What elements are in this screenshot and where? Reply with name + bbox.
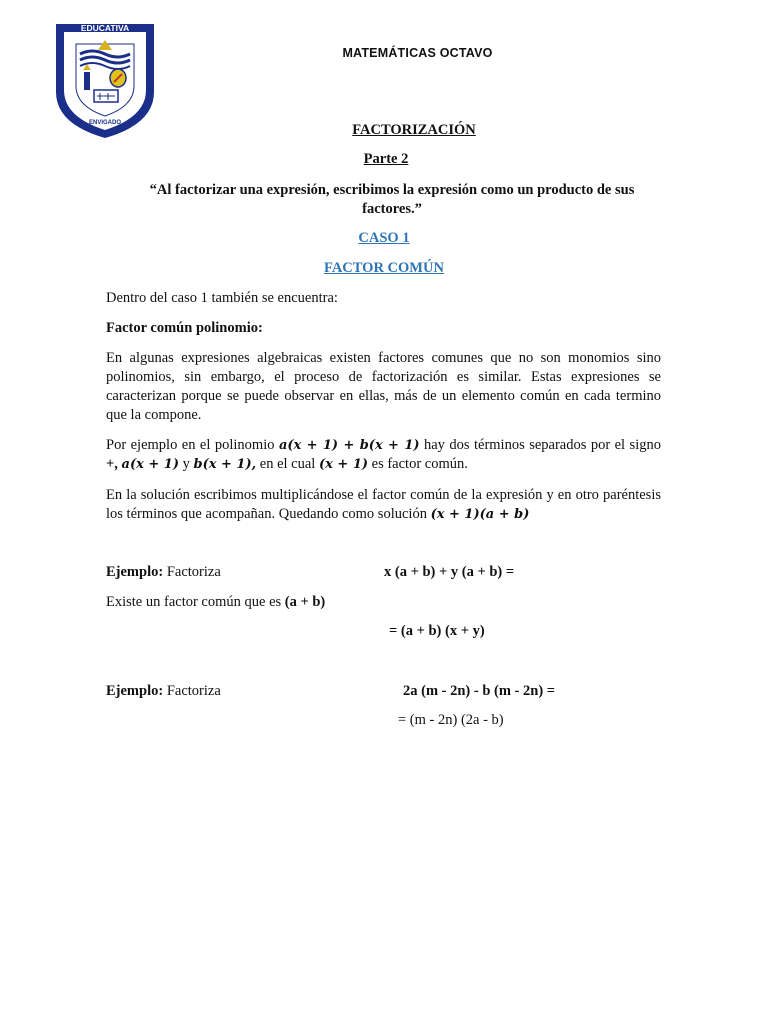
example-1-note (106, 594, 325, 611)
p2-expression-4: (x + 1) (318, 457, 369, 472)
example-1-note-factor: (a + b) (284, 594, 326, 610)
example-1-label (106, 564, 221, 581)
example-1-expression: x (a + b) + y (a + b) = (384, 564, 515, 580)
example-2-verb: Factoriza (163, 683, 221, 699)
logo-right-text: LA PAZ (145, 48, 152, 73)
p2-text-2: hay dos términos separados por el signo (419, 437, 661, 453)
example-1-note-text: Existe un factor común que es (106, 594, 285, 610)
header-subject: MATEMÁTICAS OCTAVO (342, 46, 493, 60)
intro-text: Dentro del caso 1 también se encuentra: (106, 290, 338, 306)
p2-text-3: y (178, 456, 194, 472)
paragraph-1: En algunas expresiones algebraicas existen factores comunes que no son monomios sino polinomios, sin embargo, el proceso de factorización es similar. Estas expresiones se caracterizan porque se puede observar en ellas, más de un elemento común en cada termino que la compone. (106, 350, 661, 423)
case-name: FACTOR COMÚN (324, 260, 444, 276)
case-label: CASO 1 (358, 230, 410, 246)
definition-quote: “Al factorizar una expresión, escribimos la expresión como un producto de sus factores.” (149, 182, 635, 217)
example-2-heading: Ejemplo: (106, 683, 164, 699)
p3-text-1: En la solución escribimos multiplicándose el factor común de la expresión y en otro paréntesis los términos que acompañan. Quedando como solución (106, 487, 661, 522)
example-1-heading: Ejemplo: (106, 564, 164, 580)
p2-expression-2: a(x + 1) (121, 457, 179, 472)
logo-left-text: INSTITUCION (58, 63, 65, 105)
p2-text-1: Por ejemplo en el polinomio (106, 437, 279, 453)
example-2-label (106, 683, 221, 700)
example-1-result: = (a + b) (x + y) (389, 623, 485, 639)
p2-expression-1: a(x + 1) + b(x + 1) (278, 438, 420, 453)
part-label: Parte 2 (363, 151, 409, 167)
p3-solution-expression: (x + 1)(a + b) (430, 507, 530, 522)
p2-expression-3: b(x + 1), (193, 457, 257, 472)
p2-plus-sign: +, (106, 456, 122, 472)
example-1-verb: Factoriza (163, 564, 221, 580)
p2-text-4: en el cual (256, 456, 319, 472)
example-2-result: = (m - 2n) (2a - b) (398, 712, 504, 728)
example-2-expression: 2a (m - 2n) - b (m - 2n) = (403, 683, 556, 699)
paragraph-3 (106, 486, 661, 524)
paragraph-2 (106, 436, 661, 474)
logo-bottom-text: ENVIGADO (88, 120, 122, 126)
p2-text-5: es factor común. (368, 456, 468, 472)
document-title: FACTORIZACIÓN (352, 122, 476, 138)
logo-top-text: EDUCATIVA (80, 23, 130, 33)
subheading: Factor común polinomio: (106, 320, 263, 336)
